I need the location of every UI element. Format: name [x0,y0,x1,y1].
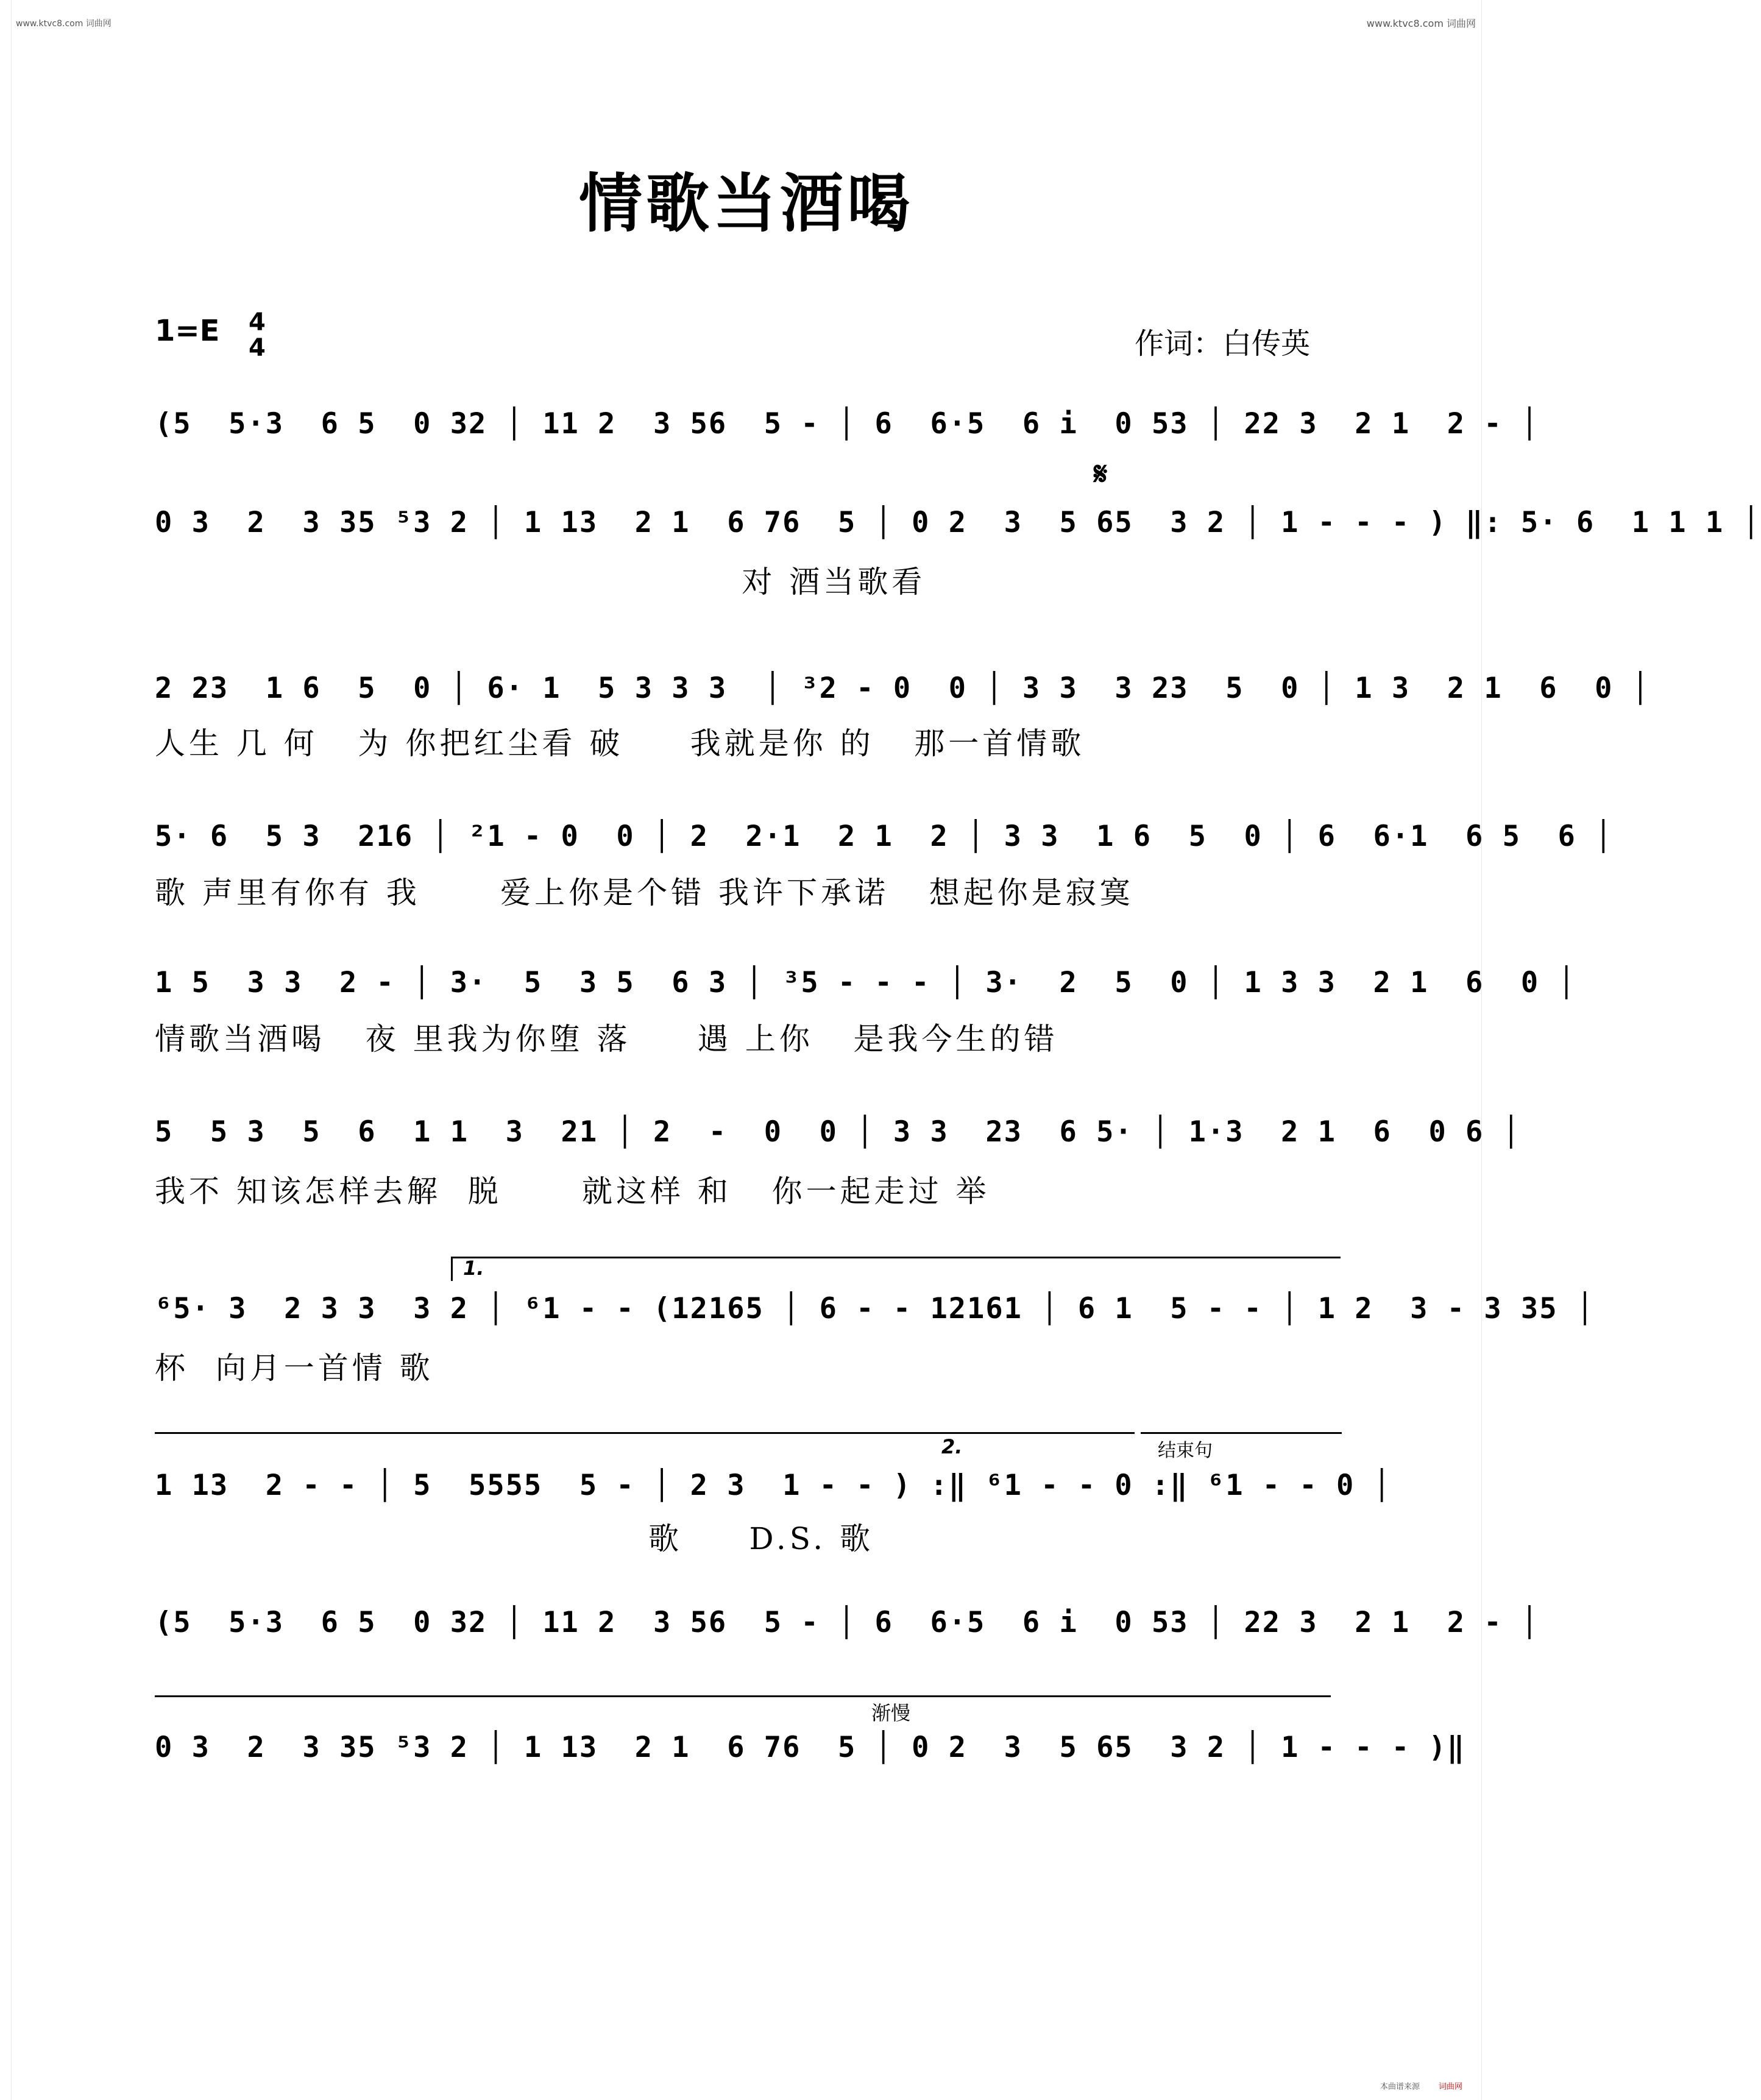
notation-row-7: ⁶5· 3 2 3 3 3 2 │ ⁶1 - - (12165 │ 6 - - 12161 │ 6 1 5 - - │ 1 2 3 - 3 35 │ [155,1292,1595,1325]
header-site-left[interactable]: www.ktvc8.com 词曲网 [16,19,112,29]
lyrics-row-4: 歌 声里有你有 我 爱上你是个错 我许下承诺 想起你是寂寞 [155,875,1134,910]
volta-1-bracket [451,1257,1341,1258]
segno-mark: 𝄋 [1094,456,1108,492]
lyrics-row-3: 人生 几 何 为 你把红尘看 破 我就是你 的 那一首情歌 [155,726,1085,761]
rit-label: 渐慢 [871,1701,911,1725]
notation-row-10: 0 3 2 3 35 ⁵3 2 │ 1 13 2 1 6 76 5 │ 0 2 3 5 65 3 2 │ 1 - - - )‖ [155,1731,1466,1764]
left-margin [0,0,12,2100]
volta-2-label: 2. [941,1435,963,1458]
notation-row-6: 5 5 3 5 6 1 1 3 21 │ 2 - 0 0 │ 3 3 23 6 5· │ 1·3 2 1 6 0 6 │ [155,1115,1521,1149]
time-signature-top: 4 [249,308,266,336]
lyrics-row-5: 情歌当酒喝 夜 里我为你堕 落 遇 上你 是我今生的错 [155,1021,1058,1057]
notation-row-8: 1 13 2 - - │ 5 5555 5 - │ 2 3 1 - - ) :‖ ⁶1 - - 0 :‖ ⁶1 - - 0 │ [155,1469,1392,1502]
header-site-right[interactable]: www.ktvc8.com 词曲网 [1366,18,1476,29]
rit-bracket [155,1695,1331,1697]
notation-row-3: 2 23 1 6 5 0 │ 6· 1 5 3 3 3 │ ³2 - 0 0 │ 3 3 3 23 5 0 │ 1 3 2 1 6 0 │ [155,672,1651,705]
notation-row-5: 1 5 3 3 2 - │ 3· 5 3 5 6 3 │ ³5 - - - │ 3· 2 5 0 │ 1 3 3 2 1 6 0 │ [155,966,1576,999]
notation-row-9: (5 5·3 6 5 0 32 │ 11 2 3 56 5 - │ 6 6·5 6 i 0 53 │ 22 3 2 1 2 - │ [155,1606,1540,1639]
footer-site[interactable]: 词曲网 [1438,2082,1462,2091]
volta-1-label: 1. [463,1257,484,1280]
lyrics-row-8: 歌 D.S. 歌 [155,1521,874,1556]
lyrics-row-2: 对 酒当歌看 [155,564,926,600]
footer-source: 本曲谱来源 [1380,2082,1420,2091]
ending-label: 结束句 [1158,1440,1213,1461]
ending-bracket [1141,1432,1342,1434]
time-signature [249,310,266,361]
notation-row-4: 5· 6 5 3 216 │ ²1 - 0 0 │ 2 2·1 2 1 2 │ 3 3 1 6 5 0 │ 6 6·1 6 5 6 │ [155,820,1614,853]
notation-row-2: 0 3 2 3 35 ⁵3 2 │ 1 13 2 1 6 76 5 │ 0 2 3 5 65 3 2 │ 1 - - - ) ‖: 5· 6 1 1 1 │ [155,506,1761,539]
volta-2-bracket [921,1432,1135,1434]
lyricist-credit: 作词：白传英 [1135,327,1311,361]
right-margin [1481,0,1493,2100]
lyrics-row-6: 我不 知该怎样去解 脱 就这样 和 你一起走过 举 [155,1174,990,1209]
lyrics-row-7: 杯 向月一首情 歌 [155,1350,434,1386]
key-signature: 1=E [155,314,220,348]
notation-row-1: (5 5·3 6 5 0 32 │ 11 2 3 56 5 - │ 6 6·5 6 i 0 53 │ 22 3 2 1 2 - │ [155,407,1540,441]
time-signature-bottom: 4 [249,334,266,362]
volta-1-bracket-edge [451,1257,453,1281]
page-title: 情歌当酒喝 [578,166,914,241]
